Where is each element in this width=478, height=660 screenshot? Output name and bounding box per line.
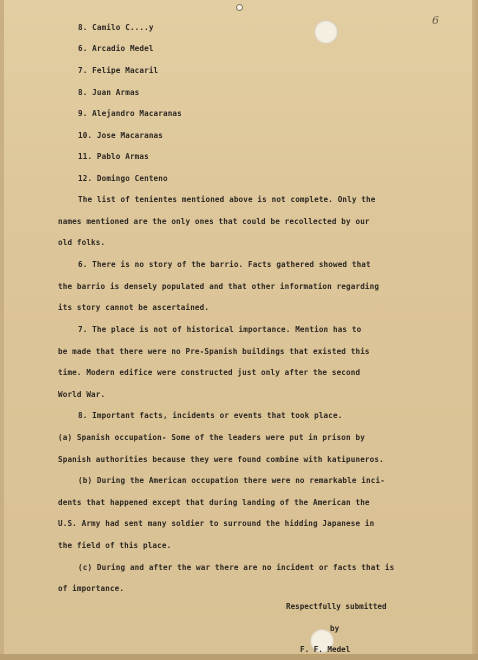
list-item: 10. Jose Macaranas [78, 131, 163, 140]
page-edge-left [0, 0, 4, 660]
paragraph-line: World War. [58, 390, 106, 399]
paragraph-line: (b) During the American occupation there were no remarkable inci- [78, 476, 385, 485]
paragraph-line: (c) During and after the war there are no incident or facts that is [78, 563, 395, 572]
paragraph-line: 8. Important facts, incidents or events that took place. [78, 411, 343, 420]
paragraph-line: old folks. [58, 238, 106, 247]
list-item: 7. Felipe Macaril [78, 66, 159, 75]
paragraph-line: dents that happened except that during landing of the American the [58, 498, 370, 507]
page-number: 6 [432, 14, 439, 27]
paragraph-line: time. Modern edifice were constructed just only after the second [58, 368, 361, 377]
signature-name: F. F. Medel [300, 645, 351, 654]
pin-mark [236, 4, 243, 11]
page-edge-right [472, 0, 478, 660]
paragraph-line: U.S. Army had sent many soldier to surround the hidding Japanese in [58, 519, 375, 528]
list-item: 9. Alejandro Macaranas [78, 109, 182, 118]
paragraph-line: be made that there were no Pre-Spanish buildings that existed this [58, 347, 370, 356]
signature-by: by [330, 624, 340, 633]
paragraph-line: (a) Spanish occupation- Some of the leaders were put in prison by [58, 433, 365, 442]
paragraph-line: The list of tenientes mentioned above is not complete. Only the [78, 195, 376, 204]
paragraph-line: the field of this place. [58, 541, 172, 550]
paragraph-line: 6. There is no story of the barrio. Facts gathered showed that [78, 260, 371, 269]
paragraph-line: 7. The place is not of historical importance. Mention has to [78, 325, 362, 334]
list-item: 12. Domingo Centeno [78, 174, 168, 183]
paragraph-line: of importance. [58, 584, 125, 593]
list-item: 11. Pablo Armas [78, 152, 149, 161]
list-item: 8. Juan Armas [78, 88, 140, 97]
list-item: 8. Camilo C....y [78, 23, 154, 32]
signature-closing: Respectfully submitted [286, 602, 387, 611]
paragraph-line: the barrio is densely populated and that other information regarding [58, 282, 380, 291]
punch-hole-top [314, 20, 338, 44]
paragraph-line: its story cannot be ascertained. [58, 303, 210, 312]
paragraph-line: Spanish authorities because they were found combine with katipuneros. [58, 455, 384, 464]
scan-bottom-strip [0, 654, 478, 660]
paragraph-line: names mentioned are the only ones that could be recollected by our [58, 217, 370, 226]
list-item: 6. Arcadio Medel [78, 44, 154, 53]
